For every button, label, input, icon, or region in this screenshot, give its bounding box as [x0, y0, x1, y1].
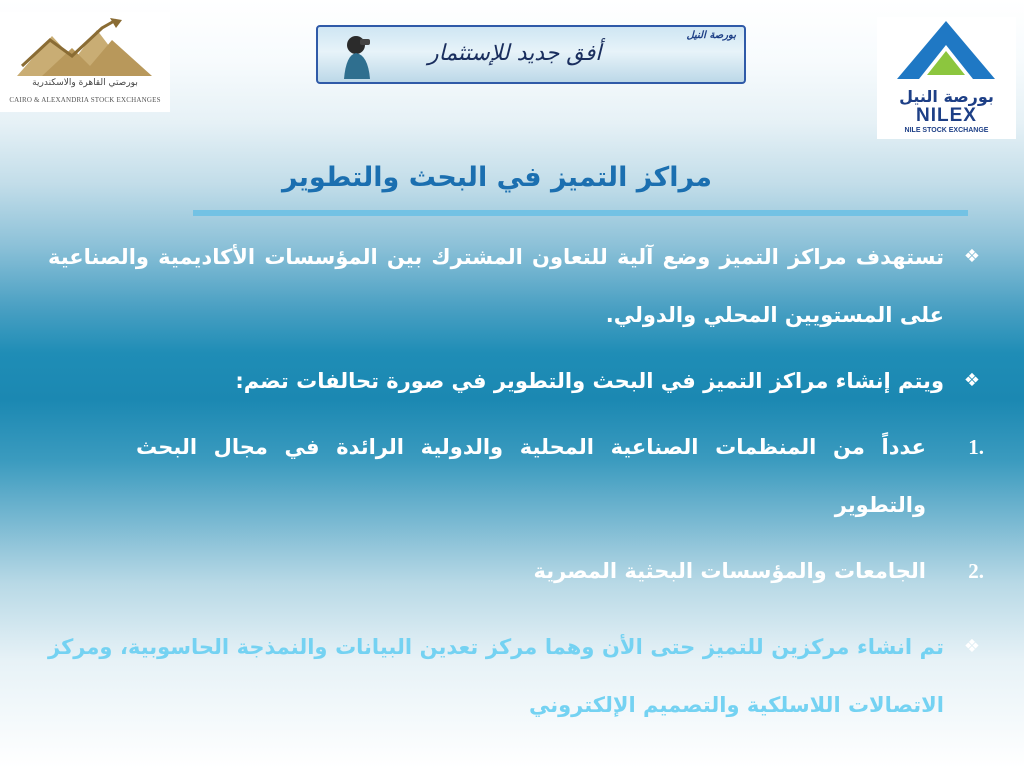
numbered-text: عدداً من المنظمات الصناعية المحلية والدولية الرائدة في مجال البحث والتطوير: [136, 435, 926, 517]
title-underline: [193, 210, 968, 216]
left-logo-arabic-name: بورصتي القاهرة والاسكندرية: [32, 78, 138, 88]
slide-title: مراكز التميز في البحث والتطوير: [281, 162, 712, 193]
banner-tag: بورصة النيل: [686, 30, 736, 41]
highlight-text: تم انشاء مركزين للتميز حتى الأن وهما مركز تعدين البيانات والنمذجة الحاسوبية، ومركز الاتصالات اللاسلكية والتصميم الإلكتروني: [48, 635, 944, 717]
numbered-item: [118, 418, 984, 534]
nilex-english-name: NILE STOCK EXCHANGE: [904, 127, 989, 134]
left-logo-english-name: CAIRO & ALEXANDRIA STOCK EXCHANGES: [9, 96, 161, 104]
diamond-bullet-icon: ❖: [963, 370, 981, 391]
nilex-logo: [877, 17, 1016, 139]
highlight-bullet-item: [40, 618, 984, 734]
diamond-bullet-icon: ❖: [963, 246, 981, 267]
item-number: 1.: [968, 435, 984, 459]
numbered-text: الجامعات والمؤسسات البحثية المصرية: [533, 559, 926, 583]
numbered-item: [118, 542, 984, 600]
banner-slogan: أفق جديد للإستثمار: [428, 41, 602, 66]
mountain-chart-icon: [12, 18, 162, 80]
item-number: 2.: [968, 559, 984, 583]
bullet-item: [40, 352, 984, 410]
nilex-triangle-icon: [877, 17, 1016, 87]
nilex-wordmark: NILEX: [916, 105, 977, 126]
person-binoculars-icon: [340, 31, 374, 79]
diamond-bullet-icon: ❖: [963, 636, 981, 657]
nilex-arabic-name: بورصة النيل: [899, 87, 994, 106]
bullet-item: [40, 228, 984, 344]
header-banner: [316, 25, 746, 84]
bullet-text: تستهدف مراكز التميز وضع آلية للتعاون المشترك بين المؤسسات الأكاديمية والصناعية على المستويين المحلي والدولي.: [48, 245, 944, 327]
cairo-alexandria-logo: [0, 12, 170, 112]
bullet-text: ويتم إنشاء مراكز التميز في البحث والتطوير في صورة تحالفات تضم:: [235, 369, 944, 393]
